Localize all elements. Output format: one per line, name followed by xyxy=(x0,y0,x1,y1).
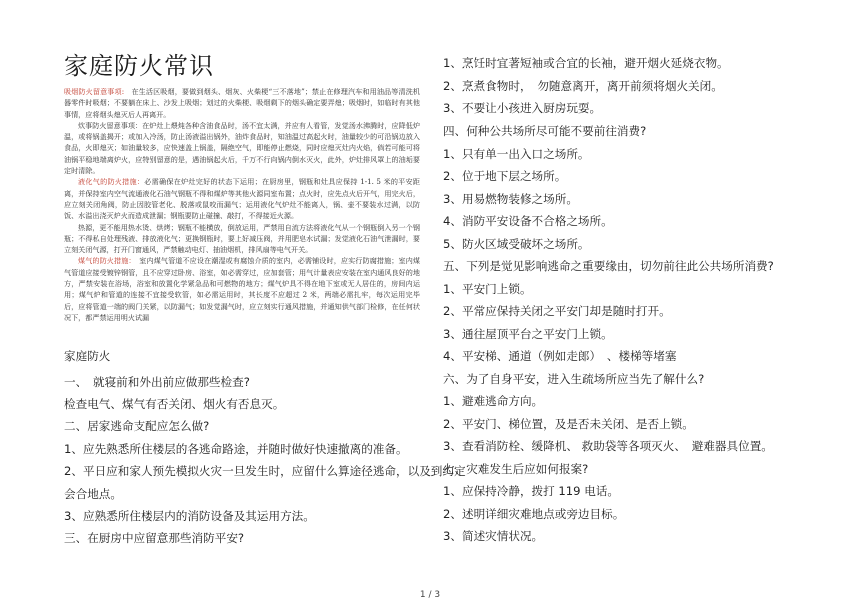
left-line: 二、居家逃命支配应怎么做? xyxy=(64,419,210,433)
right-line: 1、应保持冷静，拨打 119 电话。 xyxy=(443,484,620,498)
page-title: 家庭防火常识 xyxy=(64,52,214,80)
right-line: 4、平安梯、通道（例如走郎） 、楼梯等堵塞 xyxy=(443,349,677,363)
right-line: 1、避难逃命方向。 xyxy=(443,394,544,408)
right-line: 2、烹煮食物时， 勿随意离开，离开前须将烟火关闭。 xyxy=(443,79,723,93)
right-line: 5、防火区域受破坏之场所。 xyxy=(443,237,590,251)
left-line: 1、应先熟悉所住楼层的各逃命路途，并随时做好快速撤离的准备。 xyxy=(64,442,408,456)
right-line: 1、平安门上锁。 xyxy=(443,282,532,296)
intro-text xyxy=(64,86,420,323)
right-line: 六、为了自身平安，进入生疏场所应当先了解什么? xyxy=(443,372,705,386)
lpg-paragraph xyxy=(64,176,420,221)
smoking-heading: 吸烟防火留意事项: xyxy=(64,87,125,96)
left-line: 家庭防火 xyxy=(64,349,111,363)
right-line: 1、只有单一出入口之场所。 xyxy=(443,147,590,161)
lpg-body: 必需确保在炉灶完好的状态下运用；在厨房里，钢瓶和灶具应保持 1-1. 5 米的平安距离，并保持室内空气流通液化石油气钢瓶不得和煤炉等其他火源同室布置；点火时，应先点火后开气，用完火后，应立刻关闭角阀，防止因胶管老化、脱落或鼠咬而漏气；运用液化气炉灶不能离人，锅、壶不要装水过满，以防饭、水溢出浇灭炉火而造成泄漏；钢瓶要防止碰撞、敲打，不得接近火源。 xyxy=(64,177,420,221)
right-line: 1、烹饪时宜著短袖或合宜的长袖，避开烟火延烧衣物。 xyxy=(443,56,729,70)
gas-body: 室内煤气管道不应设在潮湿或有腐蚀介质的室内，必需铺设时，应实行防腐措施；室内煤气管道应接受镀锌钢管，且不应穿过卧房、浴室，如必需穿过，应加套管；用气计量表应安装在室内通风良好的地方，严禁安装在浴场，浴室和放置化学紧急品和可燃物的地方；煤气炉具不得在地下室或无人居住的，房间内运用；煤气炉和管道的连接不宜接受软管，如必需运用时，其长度不应超过 2 米，两端必需扎牢，每次运用完毕后，应将管道一端的阀门关紧，以防漏气；如发觉漏气时，应立刻实行通风措施，并通知供气部门检修，在任何状况下，都严禁运用明火试漏 xyxy=(64,256,420,322)
right-line: 3、不要让小孩进入厨房玩耍。 xyxy=(443,101,602,115)
page-number: 1 / 3 xyxy=(419,590,441,600)
right-line: 3、查看消防栓、缓降机、 救助袋等各项灭火、 避难器具位置。 xyxy=(443,439,773,453)
right-line: 2、述明详细灾难地点或旁边目标。 xyxy=(443,507,625,521)
cooking-paragraph: 炊事防火留意事项：在炉灶上煨炖各种含油食品时，汤不宜太满，并应有人看管，发觉汤水沸腾时，应降低炉温，或将锅盖揭开；或加入冷汤，防止汤液溢出锅外，油炸食品时，知油温过高起火时，油量较少的可沿锅边放入食品，火即熄灭；如油量较多，应快速盖上锅盖，隔绝空气，即能停止燃烧，同时应熄灭灶内火焰，倘若可能可将油锅平稳地端离炉火，应特别留意的是，遇油锅起火后，千万不行向锅内倒水灭火，此外，炉灶排风罩上的油垢要定时清除。 xyxy=(64,120,420,176)
heat-paragraph: 热源，更不能用热水烫、烘烤；钢瓶不能横放，倒放运用，严禁用自流方法将液化气从一个钢瓶倒入另一个钢瓶；不得私自处理残液、排放液化气；更换钢瓶时，要上好减压阀，并用肥皂水试漏；发觉液化石油气泄漏时，要立刻关闭气源，打开门窗通风，严禁触动电灯、抽油烟机，排风扇等电气开关。 xyxy=(64,222,420,255)
right-line: 2、平安门、梯位置，及是否未关闭、是否上锁。 xyxy=(443,417,694,431)
left-line: 3、应熟悉所住楼层内的消防设备及其运用方法。 xyxy=(64,509,315,523)
right-line: 五、下列是觉见影响逃命之重要缘由，切勿前往此公共场所消费? xyxy=(443,259,774,273)
left-line: 一、 就寝前和外出前应做那些检查? xyxy=(64,375,250,389)
right-line: 4、消防平安设备不合格之场所。 xyxy=(443,214,613,228)
right-line: 2、平常应保持关闭之平安门却是随时打开。 xyxy=(443,304,671,318)
left-line: 2、平日应和家人预先模拟火灾一旦发生时，应留什么算途径逃命，以及到约定 xyxy=(64,464,466,478)
right-line: 2、位于地下层之场所。 xyxy=(443,169,567,183)
gas-heading: 煤气的防火措施： xyxy=(78,256,133,266)
right-line: 3、用易燃物装修之场所。 xyxy=(443,192,578,206)
smoking-body: 在生活区吸烟，要做到烟头、烟灰、火柴梗“三不落地”；禁止在修理汽车和用油品等清洗机器零件时吸烟；不要躺在床上、沙发上吸烟；划过的火柴梗、吸烟剩下的烟头确定要弄熄；吸烟时，如临时有其他事情，应将烟头熄灭后人再离开。 xyxy=(64,87,420,119)
smoking-paragraph xyxy=(64,86,420,120)
right-line: 3、通往屋顶平台之平安门上锁。 xyxy=(443,327,613,341)
lpg-heading: 液化气的防火措施： xyxy=(78,177,145,187)
right-line: 3、简述灾情状况。 xyxy=(443,529,544,543)
left-line: 三、在厨房中应留意那些消防平安? xyxy=(64,531,245,545)
left-line: 会合地点。 xyxy=(64,487,122,501)
right-line: 四、何种公共场所尽可能不要前往消费? xyxy=(443,124,647,138)
right-line: 七、灾难发生后应如何报案? xyxy=(443,462,589,476)
gas-paragraph xyxy=(64,255,420,323)
left-line: 检查电气、煤气有否关闭、烟火有否息灭。 xyxy=(64,397,285,411)
